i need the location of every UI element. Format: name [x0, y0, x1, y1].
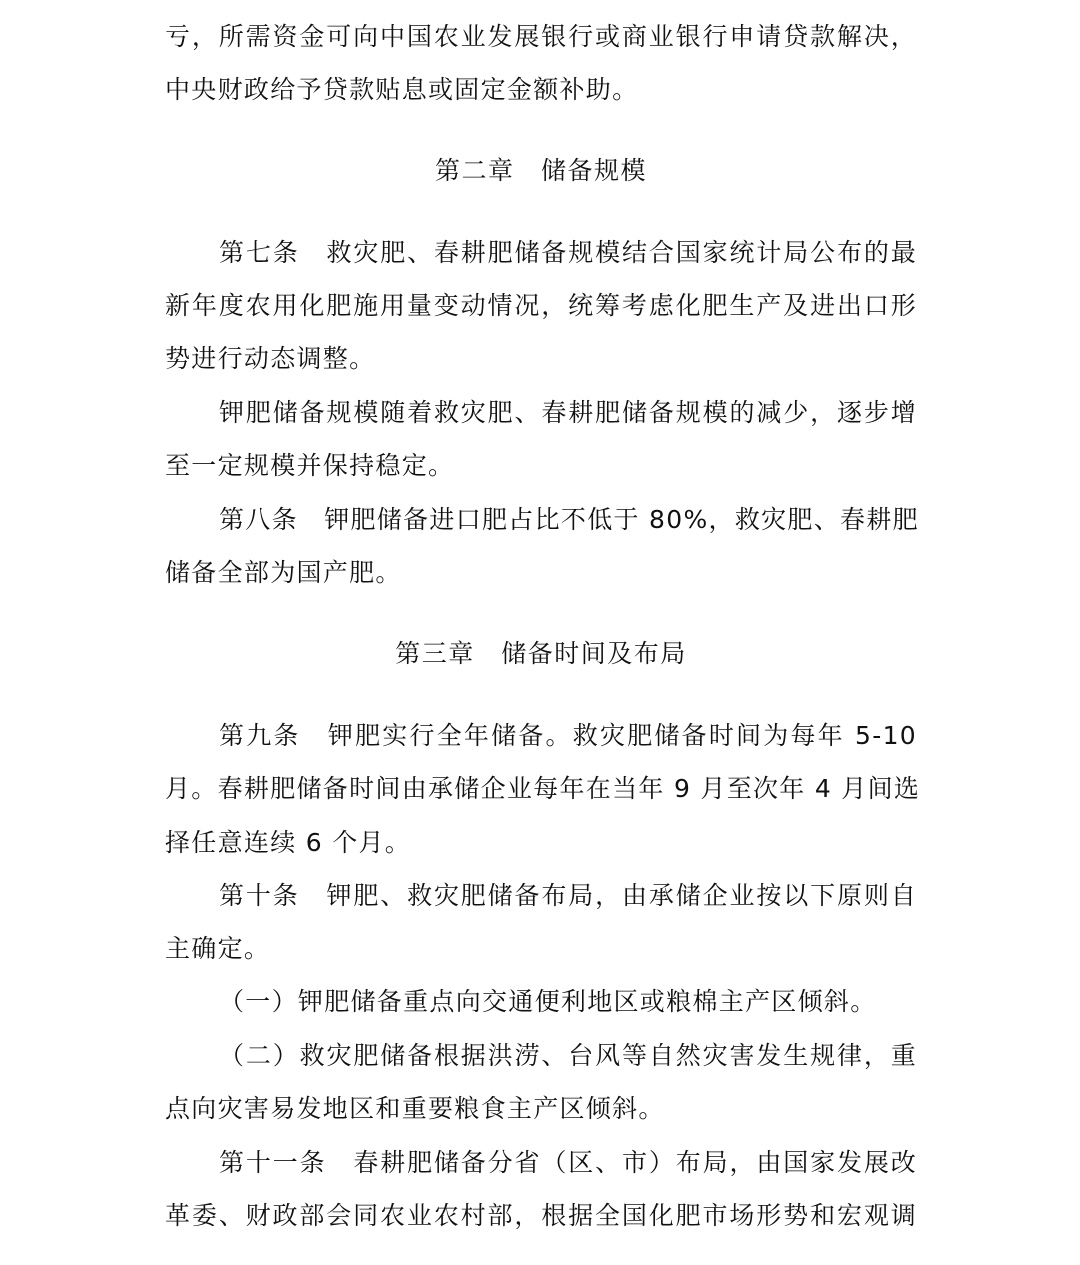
article-10-line: 主确定。 — [165, 934, 271, 963]
article-7-line: 新年度农用化肥施用量变动情况，统筹考虑化肥生产及进出口形 — [165, 291, 917, 320]
article-8-line: 储备全部为国产肥。 — [165, 558, 402, 587]
article-11-line: 革委、财政部会同农业农村部，根据全国化肥市场形势和宏观调 — [165, 1201, 917, 1230]
list-item: （一）钾肥储备重点向交通便利地区或粮棉主产区倾斜。 — [219, 987, 877, 1016]
list-item: 点向灾害易发地区和重要粮食主产区倾斜。 — [165, 1094, 665, 1123]
paragraph-line: 钾肥储备规模随着救灾肥、春耕肥储备规模的减少，逐步增 — [219, 398, 917, 427]
paragraph-line: 至一定规模并保持稳定。 — [165, 451, 455, 480]
chapter-heading: 第二章 储备规模 — [434, 156, 647, 185]
chapter-heading: 第三章 储备时间及布局 — [395, 639, 687, 668]
article-8-line: 第八条 钾肥储备进口肥占比不低于 80%，救灾肥、春耕肥 — [219, 505, 919, 534]
article-7-line: 势进行动态调整。 — [165, 344, 376, 373]
article-7-line: 第七条 救灾肥、春耕肥储备规模结合国家统计局公布的最 — [219, 238, 917, 267]
article-9-line: 第九条 钾肥实行全年储备。救灾肥储备时间为每年 5-10 — [219, 721, 917, 750]
article-10-line: 第十条 钾肥、救灾肥储备布局，由承储企业按以下原则自 — [219, 881, 917, 910]
article-9-line: 择任意连续 6 个月。 — [165, 828, 412, 857]
paragraph-line: 中央财政给予贷款贴息或固定金额补助。 — [165, 75, 639, 104]
article-11-line: 第十一条 春耕肥储备分省（区、市）布局，由国家发展改 — [219, 1148, 917, 1177]
article-9-line: 月。春耕肥储备时间由承储企业每年在当年 9 月至次年 4 月间选 — [165, 774, 921, 803]
list-item: （二）救灾肥储备根据洪涝、台风等自然灾害发生规律，重 — [219, 1041, 917, 1070]
paragraph-line: 亏，所需资金可向中国农业发展银行或商业银行申请贷款解决， — [165, 22, 917, 51]
